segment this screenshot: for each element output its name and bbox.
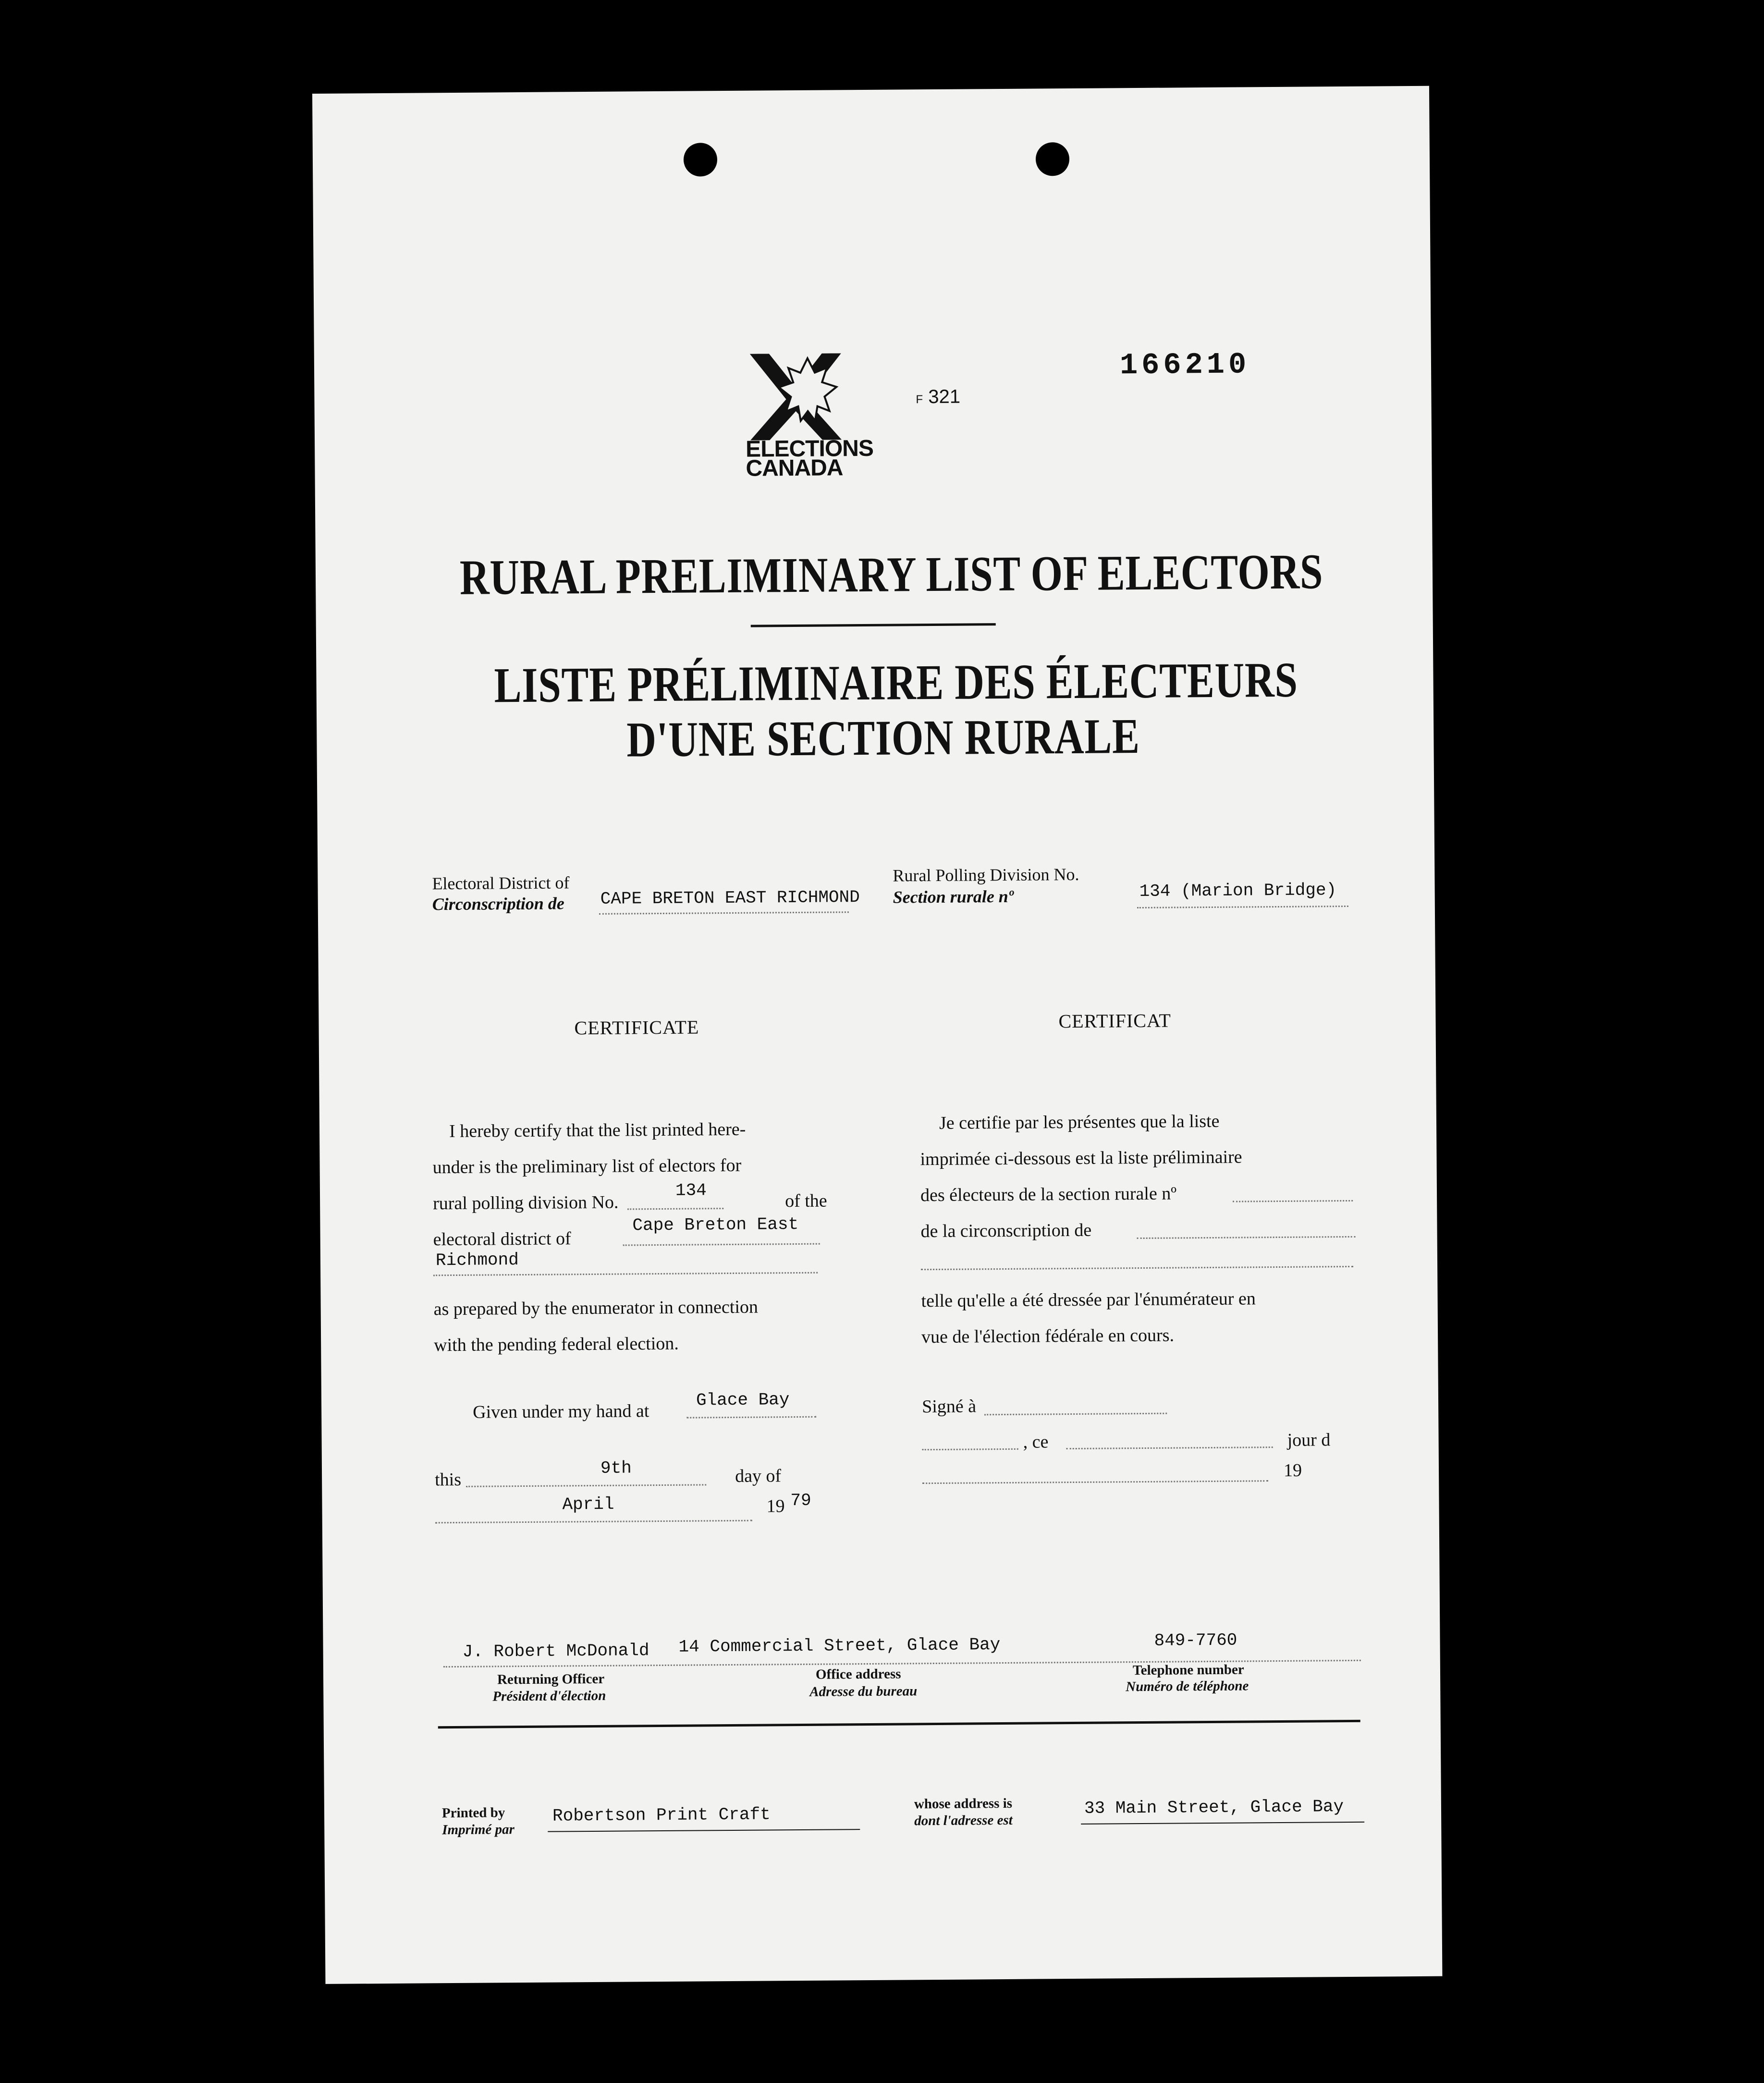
day-line [466, 1484, 706, 1487]
cert-fr-district-line2 [921, 1266, 1353, 1270]
month-line [435, 1520, 752, 1524]
certificate-heading-en: CERTIFICATE [574, 1016, 699, 1039]
district-value: CAPE BRETON EAST RICHMOND [600, 887, 860, 909]
cert-fr-district-line [1137, 1236, 1356, 1239]
cert-fr-line4: de la circonscription de [920, 1220, 1092, 1242]
date-fr-line [922, 1480, 1268, 1484]
officer-phone-label-en: Telephone number [1132, 1662, 1244, 1679]
form-number-value: 321 [928, 386, 961, 408]
printer-address-label-en: whose address is [914, 1795, 1013, 1812]
signe-line [984, 1413, 1167, 1416]
cert-en-division-line [627, 1208, 723, 1210]
officer-phone-label-fr: Numéro de téléphone [1126, 1678, 1249, 1695]
cert-fr-line5: telle qu'elle a été dressée par l'énumérateur en [921, 1288, 1256, 1311]
title-french-line2: D'UNE SECTION RURALE [626, 709, 1140, 768]
printer-address-line [1081, 1822, 1364, 1825]
form-number-prefix: F [916, 393, 923, 406]
officer-address: 14 Commercial Street, Glace Bay [678, 1635, 1001, 1657]
cert-en-division-value: 134 [675, 1180, 707, 1201]
division-line [1137, 906, 1348, 908]
district-line [599, 911, 849, 915]
cert-fr-division-line [1233, 1200, 1353, 1202]
cert-en-line7: with the pending federal election. [434, 1333, 679, 1356]
cert-en-line1: I hereby certify that the list printed here- [449, 1119, 746, 1142]
logo-line2: CANADA [746, 455, 843, 481]
division-label-fr: Section rurale nº [893, 886, 1014, 907]
cert-fr-line2: imprimée ci-dessous est la liste préliminaire [920, 1147, 1242, 1170]
year-prefix-en: 19 [766, 1496, 785, 1517]
ce-label: , ce [1023, 1432, 1049, 1452]
title-english: RURAL PRELIMINARY LIST OF ELECTORS [459, 544, 1323, 605]
district-label-fr: Circonscription de [432, 894, 564, 914]
district-label-en: Electoral District of [432, 873, 570, 894]
section-divider [438, 1720, 1360, 1728]
printer-name-line [548, 1829, 860, 1832]
printer-name: Robertson Print Craft [552, 1804, 771, 1826]
year-value: 79 [790, 1490, 811, 1511]
cert-en-line3b: of the [784, 1190, 827, 1212]
officer-address-label-fr: Adresse du bureau [809, 1683, 918, 1700]
certificate-heading-fr: CERTIFICAT [1058, 1009, 1171, 1032]
officer-phone: 849-7760 [1154, 1630, 1237, 1651]
division-value: 134 (Marion Bridge) [1139, 880, 1337, 902]
given-label: Given under my hand at [473, 1401, 649, 1422]
officer-name-label-en: Returning Officer [497, 1671, 605, 1688]
title-french-line1: LISTE PRÉLIMINAIRE DES ÉLECTEURS [494, 652, 1298, 713]
x-maple-leaf-icon [750, 353, 842, 440]
logo-line1: ELECTIONS [746, 435, 874, 462]
form-page [312, 86, 1442, 1984]
month-value: April [562, 1494, 614, 1515]
day-of-label: day of [735, 1466, 782, 1486]
cert-en-line4a: electoral district of [433, 1228, 571, 1250]
cert-en-line6: as prepared by the enumerator in connection [433, 1297, 759, 1320]
cert-en-line2: under is the preliminary list of electors for [432, 1155, 742, 1178]
cert-fr-line6: vue de l'élection fédérale en cours. [921, 1325, 1175, 1348]
ce-line [922, 1448, 1018, 1450]
serial-number: 166210 [1119, 347, 1250, 383]
elections-canada-logo [745, 353, 914, 481]
printer-label-fr: Imprimé par [442, 1822, 515, 1838]
officer-name: J. Robert McDonald [462, 1641, 649, 1662]
cert-en-line3a: rural polling division No. [432, 1192, 619, 1214]
officer-address-label-en: Office address [815, 1666, 901, 1682]
printer-address-label-fr: dont l'adresse est [914, 1812, 1013, 1829]
cert-fr-line3: des électeurs de la section rurale nº [920, 1183, 1177, 1206]
punch-hole-right [1036, 142, 1069, 176]
given-place-value: Glace Bay [696, 1390, 790, 1410]
title-divider [751, 623, 996, 627]
printer-address: 33 Main Street, Glace Bay [1084, 1797, 1344, 1818]
signe-label: Signé à [921, 1396, 977, 1417]
printer-label-en: Printed by [441, 1805, 505, 1821]
this-label: this [435, 1469, 462, 1490]
punch-hole-left [684, 143, 717, 176]
cert-en-district-line [623, 1243, 820, 1246]
jour-label: jour d [1287, 1430, 1331, 1450]
cert-en-district-value: Cape Breton East [632, 1214, 799, 1236]
jour-line [1066, 1446, 1273, 1449]
cert-fr-line1: Je certifie par les présentes que la liste [939, 1111, 1220, 1133]
day-value: 9th [600, 1458, 632, 1478]
division-label-en: Rural Polling Division No. [893, 864, 1079, 885]
form-number [916, 386, 960, 408]
cert-en-district-value2: Richmond [435, 1250, 519, 1271]
cert-en-district-line2 [433, 1272, 818, 1276]
officer-name-label-fr: Président d'élection [492, 1688, 606, 1704]
given-place-line [686, 1416, 816, 1419]
year-prefix-fr: 19 [1283, 1460, 1302, 1481]
